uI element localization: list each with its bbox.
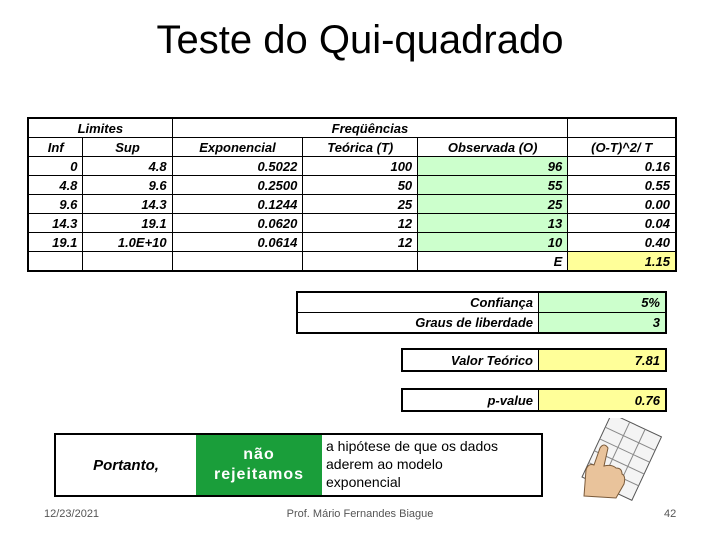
header-exponencial: Exponencial xyxy=(172,138,303,157)
parameters-table xyxy=(296,291,667,334)
total-value: 1.15 xyxy=(568,252,676,272)
hypothesis-text: a hipótese de que os dados aderem ao modelo exponencial xyxy=(326,438,499,490)
table-row: 14.3 19.1 0.0620 12 13 0.04 xyxy=(28,214,676,233)
table-row: 0 4.8 0.5022 100 96 0.16 xyxy=(28,157,676,176)
slide-title: Teste do Qui-quadrado xyxy=(156,18,564,62)
graus-value: 3 xyxy=(539,313,667,334)
header-limites: Limites xyxy=(28,118,172,138)
table-row: 4.8 9.6 0.2500 50 55 0.55 xyxy=(28,176,676,195)
total-label: E xyxy=(418,252,568,272)
header-teorica: Teórica (T) xyxy=(303,138,418,157)
confianca-value: 5% xyxy=(539,292,667,313)
header-observada: Observada (O) xyxy=(418,138,568,157)
header-inf: Inf xyxy=(28,138,83,157)
confianca-label: Confiança xyxy=(297,292,539,313)
footer-author: Prof. Mário Fernandes Biague xyxy=(286,508,434,520)
hand-pointing-table-icon xyxy=(564,418,674,503)
header-chi: (O-T)^2/ T xyxy=(568,138,676,157)
conclusion-box xyxy=(54,433,543,497)
decision-label: não rejeitamos xyxy=(196,435,322,495)
pvalue-value: 0.76 xyxy=(539,389,667,411)
pvalue-table xyxy=(401,388,667,412)
frequency-table xyxy=(27,117,677,272)
table-row: 19.1 1.0E+10 0.0614 12 10 0.40 xyxy=(28,233,676,252)
valor-teorico-label: Valor Teórico xyxy=(402,349,539,371)
pvalue-label: p-value xyxy=(402,389,539,411)
header-sup: Sup xyxy=(83,138,172,157)
header-frequencias: Freqüências xyxy=(172,118,568,138)
table-row: 9.6 14.3 0.1244 25 25 0.00 xyxy=(28,195,676,214)
portanto-label: Portanto, xyxy=(93,456,159,474)
footer-page-number: 42 xyxy=(664,508,677,520)
graus-label: Graus de liberdade xyxy=(297,313,539,334)
footer-date: 12/23/2021 xyxy=(44,508,100,520)
valor-teorico-table xyxy=(401,348,667,372)
valor-teorico-value: 7.81 xyxy=(539,349,667,371)
total-row xyxy=(28,252,676,272)
